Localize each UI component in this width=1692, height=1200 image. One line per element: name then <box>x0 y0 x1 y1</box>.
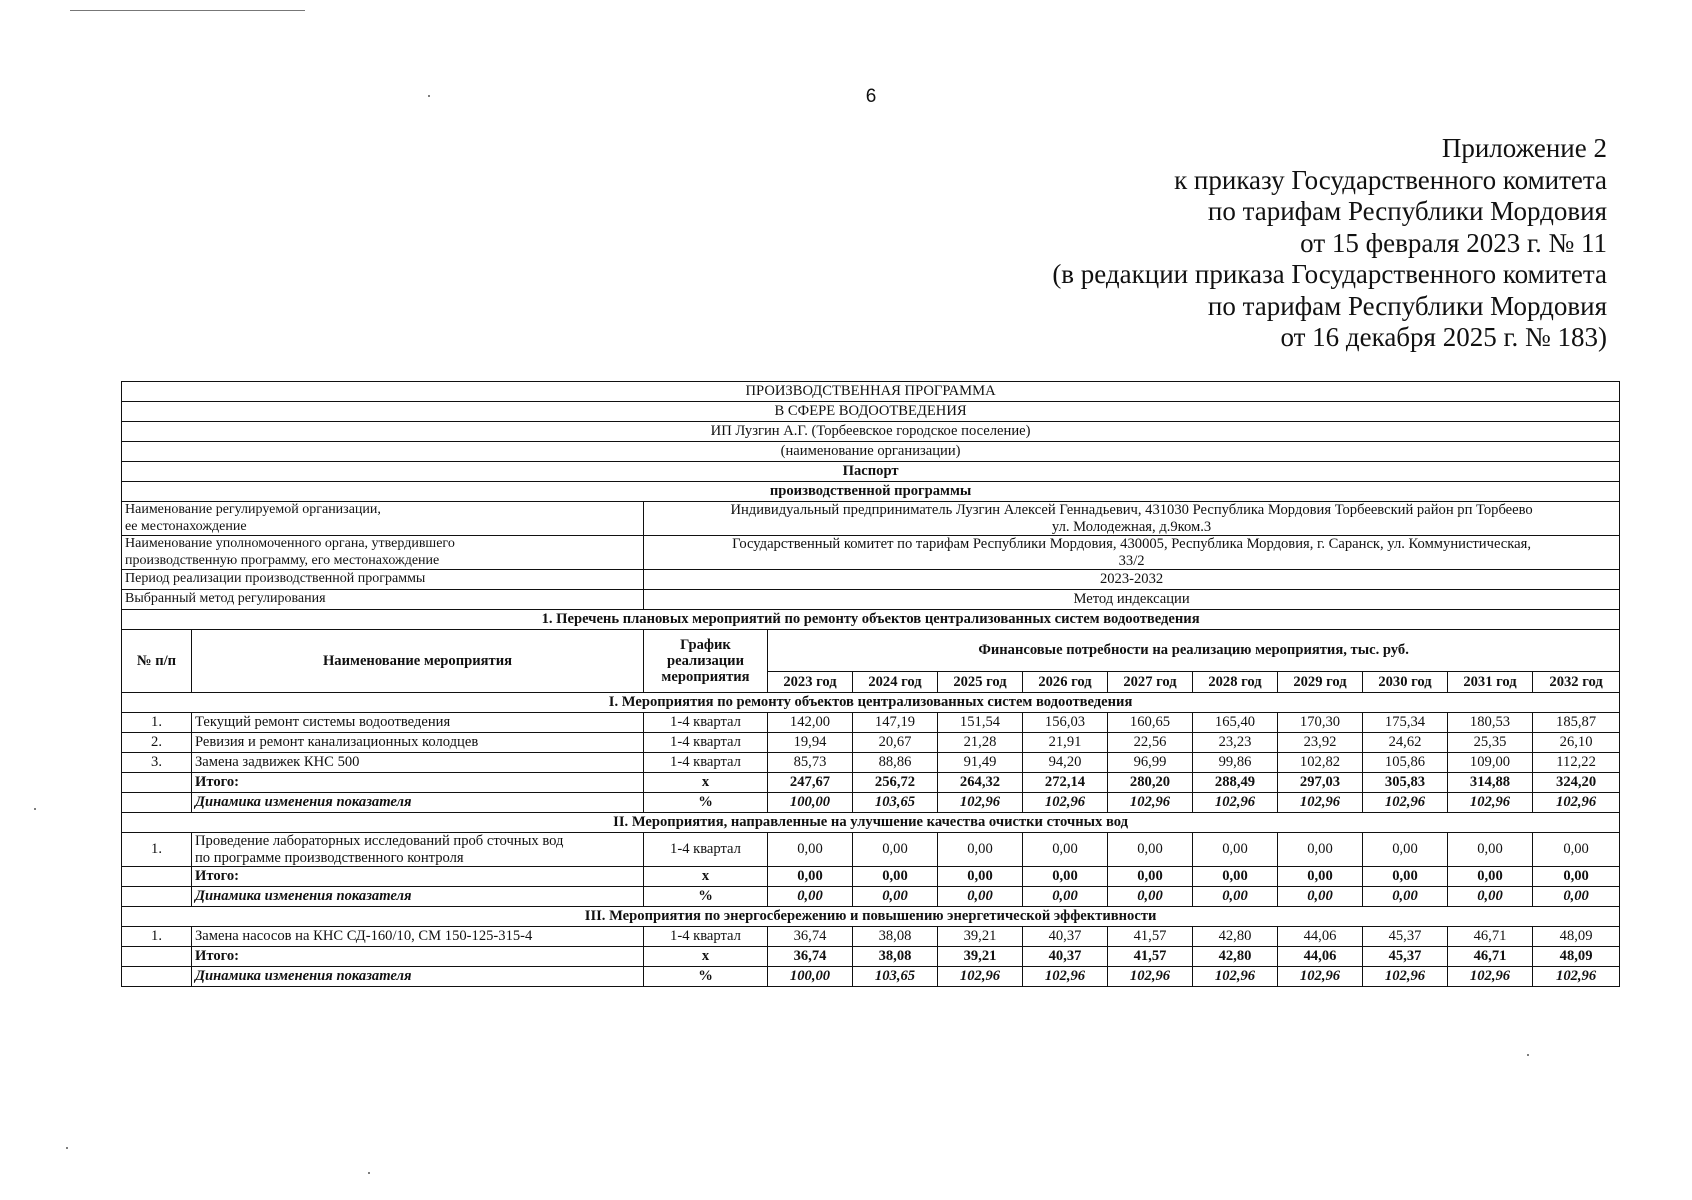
measure-schedule: 1-4 квартал <box>644 733 768 753</box>
total-value: 46,71 <box>1448 947 1533 967</box>
value-cell: 147,19 <box>853 713 938 733</box>
dynamics-schedule: % <box>644 793 768 813</box>
row-number: 1. <box>122 833 192 867</box>
value-cell: 46,71 <box>1448 927 1533 947</box>
value-cell: 94,20 <box>1023 753 1108 773</box>
dynamics-value: 0,00 <box>1193 887 1278 907</box>
col-header-year: 2029 год <box>1278 672 1363 693</box>
total-schedule: х <box>644 773 768 793</box>
dynamics-value: 0,00 <box>1448 887 1533 907</box>
value-cell: 0,00 <box>1363 833 1448 867</box>
organization-name: ИП Лузгин А.Г. (Торбеевское городское поселение) <box>122 422 1620 442</box>
value-cell: 41,57 <box>1108 927 1193 947</box>
dynamics-value: 0,00 <box>1108 887 1193 907</box>
total-value: 41,57 <box>1108 947 1193 967</box>
dynamics-value: 0,00 <box>938 887 1023 907</box>
total-value: 264,32 <box>938 773 1023 793</box>
passport-label: Выбранный метод регулирования <box>122 590 644 610</box>
total-label: Итого: <box>192 947 644 967</box>
value-cell: 160,65 <box>1108 713 1193 733</box>
dynamics-label: Динамика изменения показателя <box>192 967 644 987</box>
appendix-line: от 15 февраля 2023 г. № 11 <box>1300 227 1607 258</box>
dynamics-value: 102,96 <box>1448 793 1533 813</box>
value-cell: 0,00 <box>1108 833 1193 867</box>
dynamics-label: Динамика изменения показателя <box>192 793 644 813</box>
value-cell: 24,62 <box>1363 733 1448 753</box>
value-cell: 165,40 <box>1193 713 1278 733</box>
passport-value: 2023-2032 <box>644 570 1620 590</box>
total-schedule: х <box>644 947 768 967</box>
col-header-finance: Финансовые потребности на реализацию мероприятия, тыс. руб. <box>768 630 1620 672</box>
program-subtitle: В СФЕРЕ ВОДООТВЕДЕНИЯ <box>122 402 1620 422</box>
passport-subtitle: производственной программы <box>122 482 1620 502</box>
total-num <box>122 947 192 967</box>
table-row <box>122 733 1620 753</box>
value-cell: 48,09 <box>1533 927 1620 947</box>
total-row <box>122 773 1620 793</box>
dynamics-row <box>122 887 1620 907</box>
scan-speck <box>66 1147 68 1149</box>
dynamics-value: 0,00 <box>1278 887 1363 907</box>
value-cell: 23,92 <box>1278 733 1363 753</box>
dynamics-value: 102,96 <box>1108 793 1193 813</box>
value-cell: 170,30 <box>1278 713 1363 733</box>
dynamics-value: 102,96 <box>1108 967 1193 987</box>
dynamics-value: 100,00 <box>768 967 853 987</box>
scan-speck <box>428 95 430 97</box>
value-cell: 0,00 <box>853 833 938 867</box>
total-value: 44,06 <box>1278 947 1363 967</box>
total-value: 0,00 <box>1278 867 1363 887</box>
value-cell: 175,34 <box>1363 713 1448 733</box>
value-cell: 44,06 <box>1278 927 1363 947</box>
table-row <box>122 462 1620 482</box>
total-value: 305,83 <box>1363 773 1448 793</box>
value-cell: 23,23 <box>1193 733 1278 753</box>
total-num <box>122 773 192 793</box>
col-header-name: Наименование мероприятия <box>192 630 644 693</box>
row-number: 1. <box>122 713 192 733</box>
dynamics-value: 102,96 <box>1278 793 1363 813</box>
dynamics-schedule: % <box>644 967 768 987</box>
row-number: 1. <box>122 927 192 947</box>
header-row <box>122 630 1620 672</box>
group-row <box>122 907 1620 927</box>
table-row <box>122 713 1620 733</box>
dynamics-value: 102,96 <box>938 793 1023 813</box>
dynamics-value: 100,00 <box>768 793 853 813</box>
value-cell: 40,37 <box>1023 927 1108 947</box>
table-row <box>122 442 1620 462</box>
appendix-block <box>887 133 1607 354</box>
value-cell: 42,80 <box>1193 927 1278 947</box>
dynamics-value: 102,96 <box>1193 967 1278 987</box>
production-program-table <box>121 381 1620 987</box>
dynamics-row <box>122 793 1620 813</box>
col-header-year: 2023 год <box>768 672 853 693</box>
table-row <box>122 927 1620 947</box>
total-schedule: х <box>644 867 768 887</box>
scan-speck <box>34 808 36 810</box>
value-cell: 21,28 <box>938 733 1023 753</box>
col-header-year: 2027 год <box>1108 672 1193 693</box>
dynamics-num <box>122 793 192 813</box>
dynamics-value: 102,96 <box>1193 793 1278 813</box>
total-value: 42,80 <box>1193 947 1278 967</box>
col-header-year: 2028 год <box>1193 672 1278 693</box>
passport-value: Индивидуальный предприниматель Лузгин Алексей Геннадьевич, 431030 Республика Мордовия Торбеевский район рп Торбеево ул. Молодежная, д.9ком.3 <box>644 502 1620 536</box>
total-value: 247,67 <box>768 773 853 793</box>
table-row <box>122 833 1620 867</box>
value-cell: 45,37 <box>1363 927 1448 947</box>
total-value: 288,49 <box>1193 773 1278 793</box>
total-value: 38,08 <box>853 947 938 967</box>
row-number: 3. <box>122 753 192 773</box>
value-cell: 91,49 <box>938 753 1023 773</box>
value-cell: 112,22 <box>1533 753 1620 773</box>
measure-name: Ревизия и ремонт канализационных колодцев <box>192 733 644 753</box>
value-cell: 105,86 <box>1363 753 1448 773</box>
value-cell: 38,08 <box>853 927 938 947</box>
group-row <box>122 813 1620 833</box>
appendix-line: по тарифам Республики Мордовия <box>1207 196 1607 226</box>
appendix-line: от 16 декабря 2025 г. № 183) <box>1280 322 1607 352</box>
value-cell: 142,00 <box>768 713 853 733</box>
dynamics-value: 102,96 <box>1448 967 1533 987</box>
scan-speck <box>368 1172 370 1174</box>
total-value: 48,09 <box>1533 947 1620 967</box>
program-title: ПРОИЗВОДСТВЕННАЯ ПРОГРАММА <box>122 382 1620 402</box>
total-num <box>122 867 192 887</box>
total-value: 0,00 <box>1363 867 1448 887</box>
group-row <box>122 693 1620 713</box>
passport-label: Наименование уполномоченного органа, утвердившего производственную программу, его местонахождение <box>122 536 644 570</box>
dynamics-num <box>122 967 192 987</box>
passport-row <box>122 570 1620 590</box>
dynamics-value: 102,96 <box>1023 793 1108 813</box>
passport-row <box>122 536 1620 570</box>
total-value: 0,00 <box>1108 867 1193 887</box>
value-cell: 85,73 <box>768 753 853 773</box>
dynamics-value: 0,00 <box>1533 887 1620 907</box>
col-header-year: 2032 год <box>1533 672 1620 693</box>
dynamics-row <box>122 967 1620 987</box>
passport-label: Наименование регулируемой организации, ее местонахождение <box>122 502 644 536</box>
value-cell: 0,00 <box>1193 833 1278 867</box>
value-cell: 39,21 <box>938 927 1023 947</box>
value-cell: 36,74 <box>768 927 853 947</box>
appendix-line: (в редакции приказа Государственного комитета <box>1052 259 1607 289</box>
total-value: 0,00 <box>938 867 1023 887</box>
value-cell: 0,00 <box>1023 833 1108 867</box>
row-number: 2. <box>122 733 192 753</box>
col-header-year: 2031 год <box>1448 672 1533 693</box>
measure-name: Проведение лабораторных исследований проб сточных вод по программе производственного контроля <box>192 833 644 867</box>
total-label: Итого: <box>192 773 644 793</box>
dynamics-value: 0,00 <box>768 887 853 907</box>
value-cell: 0,00 <box>1533 833 1620 867</box>
dynamics-value: 0,00 <box>853 887 938 907</box>
total-value: 36,74 <box>768 947 853 967</box>
value-cell: 25,35 <box>1448 733 1533 753</box>
total-value: 0,00 <box>1533 867 1620 887</box>
measure-name: Текущий ремонт системы водоотведения <box>192 713 644 733</box>
group-title: II. Мероприятия, направленные на улучшение качества очистки сточных вод <box>122 813 1620 833</box>
dynamics-value: 102,96 <box>1363 793 1448 813</box>
col-header-year: 2026 год <box>1023 672 1108 693</box>
appendix-line: по тарифам Республики Мордовия <box>1207 290 1607 321</box>
page-number: 6 <box>865 86 877 107</box>
top-rule <box>70 10 305 11</box>
total-value: 272,14 <box>1023 773 1108 793</box>
total-value: 0,00 <box>853 867 938 887</box>
total-value: 314,88 <box>1448 773 1533 793</box>
dynamics-value: 102,96 <box>1363 967 1448 987</box>
organization-caption: (наименование организации) <box>122 442 1620 462</box>
total-value: 0,00 <box>1448 867 1533 887</box>
col-header-year: 2030 год <box>1363 672 1448 693</box>
value-cell: 99,86 <box>1193 753 1278 773</box>
table-row <box>122 402 1620 422</box>
total-row <box>122 947 1620 967</box>
col-header-year: 2025 год <box>938 672 1023 693</box>
dynamics-value: 103,65 <box>853 793 938 813</box>
value-cell: 109,00 <box>1448 753 1533 773</box>
dynamics-value: 102,96 <box>1533 967 1620 987</box>
total-value: 280,20 <box>1108 773 1193 793</box>
measure-schedule: 1-4 квартал <box>644 713 768 733</box>
col-header-schedule: График реализации мероприятия <box>644 630 768 693</box>
dynamics-value: 102,96 <box>1023 967 1108 987</box>
value-cell: 21,91 <box>1023 733 1108 753</box>
section-title: 1. Перечень плановых мероприятий по ремонту объектов централизованных систем водоотведения <box>122 610 1620 630</box>
passport-row <box>122 502 1620 536</box>
measure-schedule: 1-4 квартал <box>644 927 768 947</box>
table-row <box>122 753 1620 773</box>
value-cell: 26,10 <box>1533 733 1620 753</box>
total-row <box>122 867 1620 887</box>
measure-schedule: 1-4 квартал <box>644 753 768 773</box>
value-cell: 185,87 <box>1533 713 1620 733</box>
total-value: 0,00 <box>1023 867 1108 887</box>
appendix-line: к приказу Государственного комитета <box>1174 164 1607 195</box>
col-header-num: № п/п <box>122 630 192 693</box>
table-row <box>122 482 1620 502</box>
value-cell: 22,56 <box>1108 733 1193 753</box>
dynamics-num <box>122 887 192 907</box>
passport-title: Паспорт <box>122 462 1620 482</box>
value-cell: 0,00 <box>1278 833 1363 867</box>
total-label: Итого: <box>192 867 644 887</box>
total-value: 45,37 <box>1363 947 1448 967</box>
total-value: 0,00 <box>768 867 853 887</box>
value-cell: 0,00 <box>938 833 1023 867</box>
value-cell: 88,86 <box>853 753 938 773</box>
dynamics-value: 0,00 <box>1023 887 1108 907</box>
dynamics-value: 102,96 <box>1278 967 1363 987</box>
value-cell: 156,03 <box>1023 713 1108 733</box>
dynamics-value: 0,00 <box>1363 887 1448 907</box>
value-cell: 0,00 <box>1448 833 1533 867</box>
measure-schedule: 1-4 квартал <box>644 833 768 867</box>
table-row <box>122 422 1620 442</box>
value-cell: 19,94 <box>768 733 853 753</box>
passport-label: Период реализации производственной программы <box>122 570 644 590</box>
dynamics-label: Динамика изменения показателя <box>192 887 644 907</box>
col-header-year: 2024 год <box>853 672 938 693</box>
appendix-line: Приложение 2 <box>1441 133 1607 163</box>
passport-value: Государственный комитет по тарифам Республики Мордовия, 430005, Республика Мордовия, г. Саранск, ул. Коммунистическая, 33/2 <box>644 536 1620 570</box>
dynamics-schedule: % <box>644 887 768 907</box>
dynamics-value: 102,96 <box>1533 793 1620 813</box>
total-value: 297,03 <box>1278 773 1363 793</box>
scan-speck <box>1527 1054 1529 1056</box>
total-value: 39,21 <box>938 947 1023 967</box>
group-title: III. Мероприятия по энергосбережению и повышению энергетической эффективности <box>122 907 1620 927</box>
passport-row <box>122 590 1620 610</box>
value-cell: 0,00 <box>768 833 853 867</box>
dynamics-value: 102,96 <box>938 967 1023 987</box>
value-cell: 151,54 <box>938 713 1023 733</box>
measure-name: Замена насосов на КНС СД-160/10, СМ 150-125-315-4 <box>192 927 644 947</box>
dynamics-value: 103,65 <box>853 967 938 987</box>
passport-value: Метод индексации <box>644 590 1620 610</box>
table-row <box>122 382 1620 402</box>
total-value: 324,20 <box>1533 773 1620 793</box>
value-cell: 180,53 <box>1448 713 1533 733</box>
value-cell: 102,82 <box>1278 753 1363 773</box>
table-row <box>122 610 1620 630</box>
group-title: I. Мероприятия по ремонту объектов централизованных систем водоотведения <box>122 693 1620 713</box>
value-cell: 96,99 <box>1108 753 1193 773</box>
total-value: 0,00 <box>1193 867 1278 887</box>
total-value: 256,72 <box>853 773 938 793</box>
value-cell: 20,67 <box>853 733 938 753</box>
measure-name: Замена задвижек КНС 500 <box>192 753 644 773</box>
total-value: 40,37 <box>1023 947 1108 967</box>
